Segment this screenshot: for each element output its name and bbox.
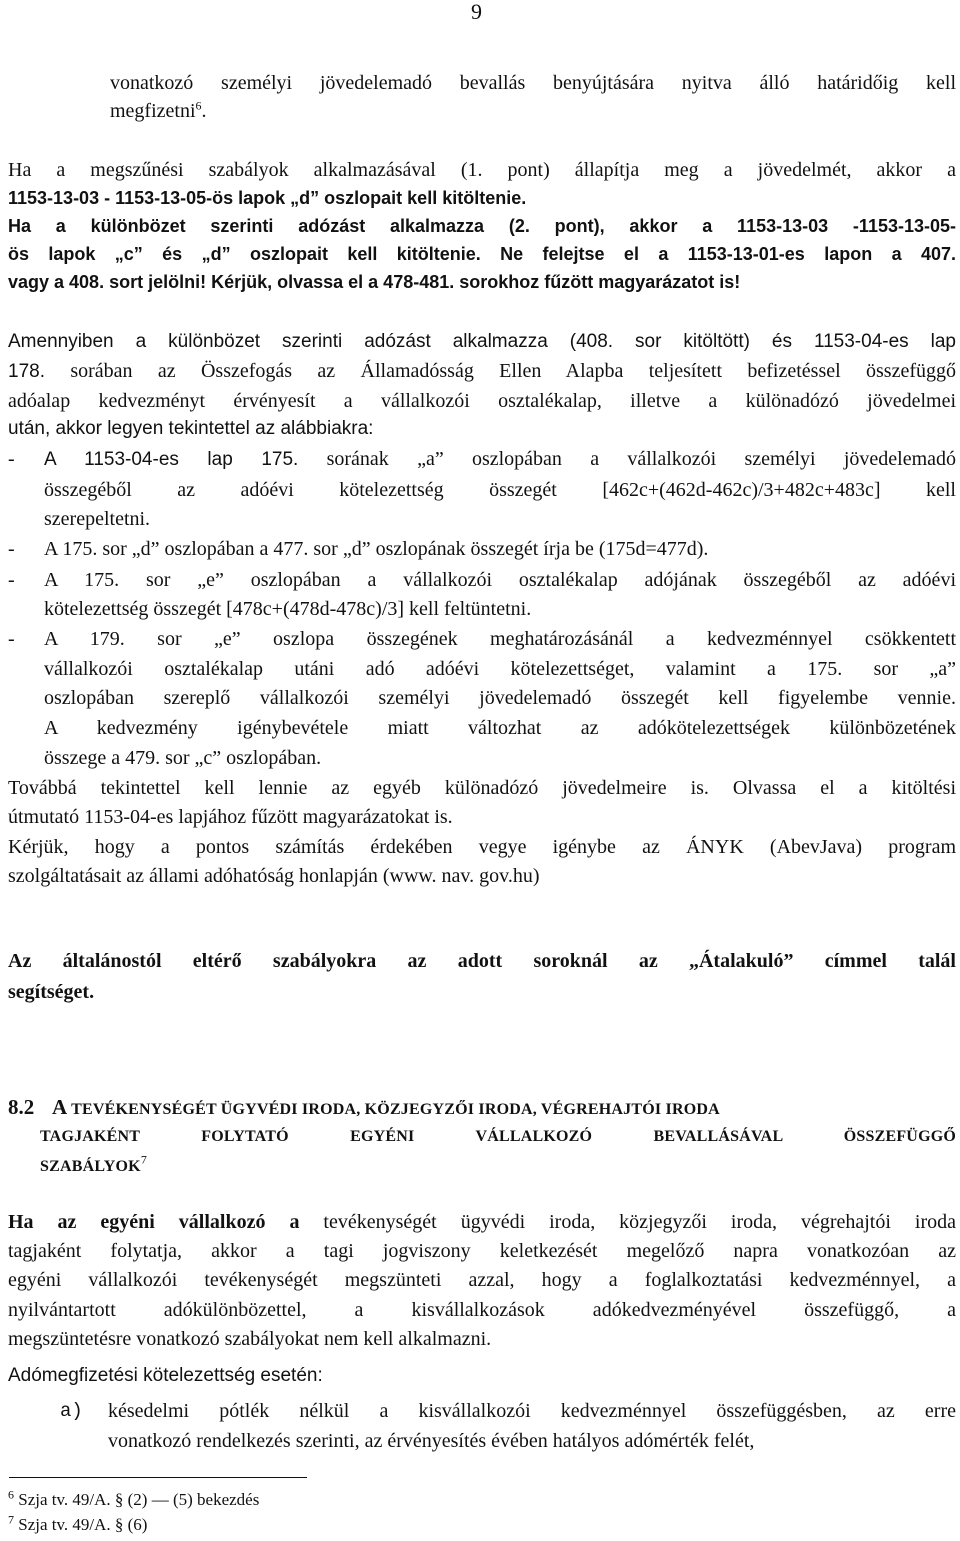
text-span: tevékenységét ügyvédi iroda, közjegyzői iroda, végrehajtói iroda [299, 1211, 956, 1233]
text-line: megszüntetésre vonatkozó szabályokat nem kell alkalmazni. [8, 1328, 492, 1350]
footnote-ref: 6 [195, 98, 202, 113]
footnote-number: 7 [8, 1512, 14, 1527]
text-line: segítséget. [8, 981, 95, 1003]
text-line: 1153-13-03 - 1153-13-05-ös lapok „d” oszlopait kell kitöltenie. [8, 188, 527, 208]
text-line: egyéni vállalkozói tevékenységét megszünteti azzal, hogy a foglalkoztatási kedvezménnyel, a [8, 1269, 956, 1291]
footnote-ref: 7 [140, 1152, 147, 1167]
text-line: ös lapok „c” és „d” oszlopait kell kitöltenie. Ne felejtse el a 1153-13-01-es lapon a 407. [8, 244, 956, 264]
footnote [8, 1487, 260, 1510]
text-line: szerepeltetni. [44, 508, 151, 530]
page-number: 9 [471, 0, 482, 24]
text-line [110, 99, 207, 123]
bullet-dash: - [8, 628, 15, 650]
footnote-text: Szja tv. 49/A. § (6) [18, 1515, 148, 1534]
text-span: megfizetni [110, 100, 196, 122]
text-line: összegéből az adóévi kötelezettség összegét [462c+(462d-462c)/3+482c+483c] kell [44, 479, 956, 501]
text-line: szolgáltatásait az állami adóhatóság honlapján (www. nav. gov.hu) [8, 865, 540, 887]
text-line: Adómegfizetési kötelezettség esetén: [8, 1365, 323, 1386]
text-line: után, akkor legyen tekintettel az alábbiakra: [8, 418, 374, 439]
bullet-dash: - [8, 538, 15, 560]
section-number: 8.2 [8, 1095, 35, 1119]
text-line: Továbbá tekintettel kell lennie az egyéb különadózó jövedelmeire is. Olvassa el a kitöltési [8, 777, 956, 799]
text-line: vonatkozó személyi jövedelemadó bevallás benyújtására nyitva álló határidőig kell [110, 72, 956, 94]
text-line: A 175. sor „d” oszlopában a 477. sor „d” oszlopának összegét írja be (175d=477d). [44, 538, 709, 560]
footnote [8, 1512, 148, 1535]
text-line: A kedvezmény igénybevétele miatt változhat az adókötelezettségek különbözetének [44, 717, 956, 739]
text-span: sorának „a” oszlopában a vállalkozói személyi jövedelemadó [298, 448, 957, 470]
text-line: tagjaként folytatja, akkor a tagi jogviszony keletkezését megelőző napra vonatkozóan az [8, 1240, 956, 1262]
footnote-number: 6 [8, 1487, 14, 1502]
text-span: A 1153-04-es lap 175. [44, 449, 299, 470]
text-line: Amennyiben a különbözet szerinti adózást alkalmazza (408. sor kitöltött) és 1153-04-es lap [8, 331, 956, 352]
text-line: oszlopában szereplő vállalkozói személyi jövedelemadó összegét kell figyelembe vennie. [44, 687, 956, 709]
text-span: Ha az egyéni vállalkozó a [8, 1211, 300, 1233]
bullet-dash: - [8, 569, 15, 591]
heading-text: SZABÁLYOK [40, 1158, 141, 1175]
text-line: Ha a különbözet szerinti adózást alkalmazza (2. pont), akkor a 1153-13-03 -1153-13-05- [8, 216, 956, 236]
footnote-divider [9, 1477, 307, 1478]
text-line: vagy a 408. sort jelölni! Kérjük, olvassa el a 478-481. sorokhoz fűzött magyarázatot is! [8, 272, 741, 292]
list-marker: a) [60, 1400, 83, 1422]
text-line: vállalkozói osztalékalap utáni adó adóévi kötelezettséget, valamint a 175. sor „a” [44, 658, 956, 680]
text-line: Kérjük, hogy a pontos számítás érdekében vegye igénybe az ÁNYK (AbevJava) program [8, 836, 956, 858]
text-span: sorában az Összefogás az Államadósság Ellen Alapba teljesített befizetéssel összefüggő [44, 360, 956, 382]
text-line: nyilvántartott adókülönbözettel, a kisvállalkozások adókedvezményével összefüggő, a [8, 1299, 956, 1321]
text-line: adóalap kedvezményt érvényesít a vállalkozói osztalékalap, illetve a különadózó jövedelmei [8, 390, 956, 412]
text-line: vonatkozó rendelkezés szerinti, az érvényesítés évében hatályos adómérték felét, [108, 1430, 755, 1452]
text-line: összege a 479. sor „c” oszlopában. [44, 747, 322, 769]
text-line: késedelmi pótlék nélkül a kisvállalkozói kedvezménnyel összefüggésben, az erre [108, 1400, 956, 1422]
heading-text: TEVÉKENYSÉGÉT ÜGYVÉDI IRODA, KÖZJEGYZŐI IRODA, VÉGREHAJTÓI IRODA [67, 1101, 720, 1118]
heading-line: TAGJAKÉNT FOLYTATÓ EGYÉNI VÁLLALKOZÓ BEVALLÁSÁVAL ÖSSZEFÜGGŐ [40, 1128, 956, 1145]
text-line [8, 359, 956, 384]
text-line: útmutató 1153-04-es lapjához fűzött magyarázatokat is. [8, 806, 453, 828]
text-line: Az általánostól eltérő szabályokra az adott soroknál az „Átalakuló” címmel talál [8, 950, 956, 972]
text-line: A 175. sor „e” oszlopában a vállalkozói osztalékalap adójának összegéből az adóévi [44, 569, 956, 591]
text-line: Ha a megszűnési szabályok alkalmazásával (1. pont) állapítja meg a jövedelmét, akkor a [8, 159, 956, 181]
text-line [8, 1210, 956, 1234]
heading-line [52, 1095, 720, 1122]
text-line: A 179. sor „e” oszlopa összegének meghatározásánál a kedvezménnyel csökkentett [44, 628, 956, 650]
heading-initial: A [52, 1095, 68, 1119]
text-line: kötelezettség összegét [478c+(478d-478c)/3] kell feltüntetni. [44, 598, 532, 620]
footnote-text: Szja tv. 49/A. § (2) — (5) bekezdés [18, 1490, 260, 1509]
bullet-dash: - [8, 448, 15, 470]
heading-line [40, 1153, 147, 1179]
text-line [44, 447, 956, 472]
text-span: . [201, 100, 207, 122]
text-span: 178. [8, 361, 45, 382]
